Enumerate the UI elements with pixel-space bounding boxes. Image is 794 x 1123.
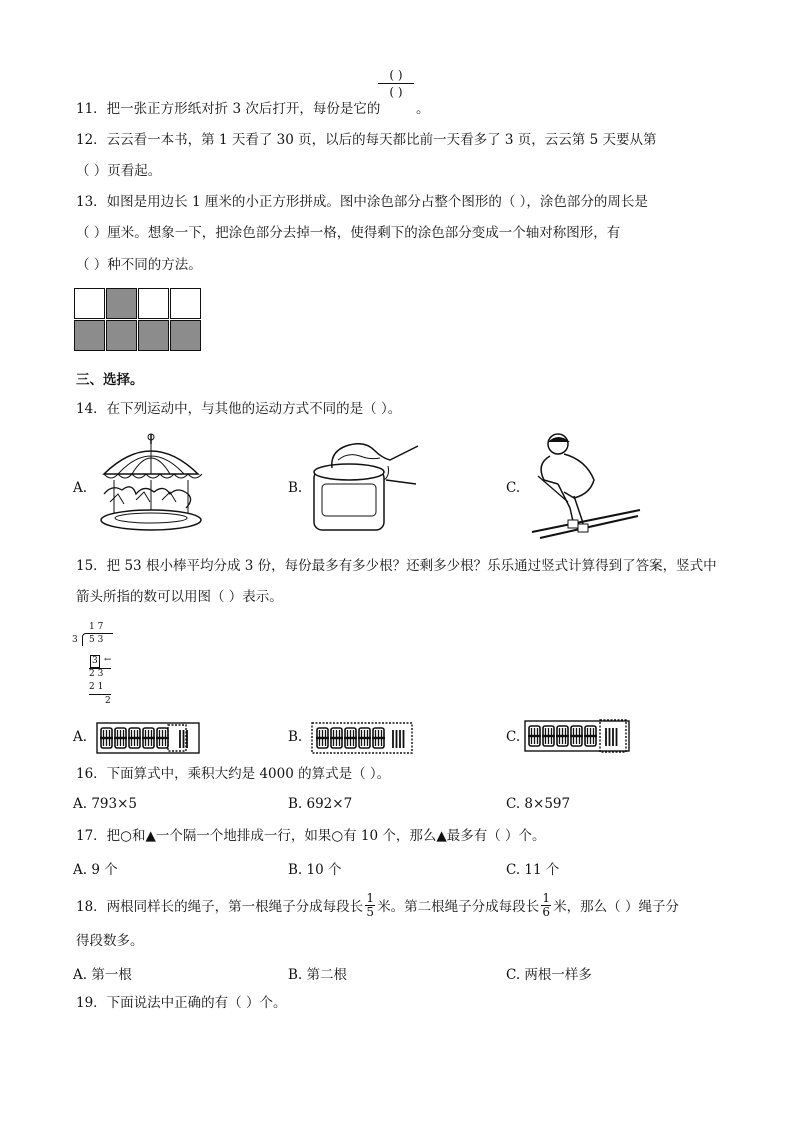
q16-option-c[interactable]: C. 8×597 <box>506 796 571 812</box>
q13-line2: （ ）厘米。想象一下，把涂色部分去掉一格，使得剩下的涂色部分变成一个轴对称图形，有 <box>76 225 621 241</box>
q19-stem: 19．下面说法中正确的有（ ）个。 <box>76 995 287 1011</box>
q16-option-b[interactable]: B. 692×7 <box>288 796 353 812</box>
stick-bundle <box>156 728 169 748</box>
q14-option-a[interactable]: A. <box>73 480 88 496</box>
stick-bundles-a-icon <box>96 722 200 754</box>
stick-bundle <box>316 728 329 748</box>
q16-option-a[interactable]: A. 793×5 <box>73 796 137 812</box>
stick-bundle <box>100 728 113 748</box>
q15-option-a[interactable]: A. <box>73 729 88 745</box>
q18-post: 米，那么（ ）绳子分 <box>553 899 679 915</box>
q15-line1: 15．把 53 根小棒平均分成 3 份，每份最多有多少根？还剩多少根？乐乐通过竖式计算得到了答案，竖式中 <box>76 558 717 574</box>
stick-bundle <box>344 728 357 748</box>
division-quotient: 1 7 <box>89 622 104 632</box>
stick-bundle <box>358 728 371 748</box>
division-dividend: 5 3 <box>89 635 104 645</box>
q11-denominator: ( ) <box>389 85 403 99</box>
division-arrow: ← <box>104 655 112 665</box>
blank-square <box>170 288 201 319</box>
shaded-square <box>74 320 105 351</box>
q18-fraction2: $\frac{1}{6}$ <box>542 891 550 919</box>
shaded-square <box>106 288 137 319</box>
q11-numerator: ( ) <box>389 68 403 82</box>
division-row2: 2 1 <box>89 682 104 692</box>
q14-option-c[interactable]: C. <box>506 480 521 496</box>
stick-bundles-b-icon <box>311 722 413 754</box>
q16-stem: 16．下面算式中，乘积大约是 4000 的算式是（ ）。 <box>76 766 391 782</box>
q11-text: 11．把一张正方形纸对折 3 次后打开，每份是它的 <box>76 101 381 117</box>
stick-bundles-c-icon <box>524 718 630 754</box>
q12-line1: 12．云云看一本书，第 1 天看了 30 页，以后的每天都比前一天看多了 3 页，云云第 5 天要从第 <box>76 132 657 148</box>
stick-bundle <box>528 726 541 746</box>
stick-bundle <box>570 726 583 746</box>
q18-fraction1: $\frac{1}{5}$ <box>366 891 374 919</box>
q13-line3: （ ）种不同的方法。 <box>76 257 202 273</box>
q14-option-b[interactable]: B. <box>288 480 303 496</box>
skier-icon <box>528 428 644 540</box>
carousel-icon <box>96 432 206 537</box>
stick-bundle <box>372 728 385 748</box>
division-row1: 2 3 <box>89 669 104 679</box>
q18-option-b[interactable]: B. 第二根 <box>288 967 348 983</box>
blank-square <box>138 288 169 319</box>
shaded-square <box>170 320 201 351</box>
stick-bundle <box>556 726 569 746</box>
q18-option-c[interactable]: C. 两根一样多 <box>506 967 592 983</box>
stick-bundle <box>142 728 155 748</box>
q18-line1 <box>76 891 679 921</box>
q17-option-b[interactable]: B. 10 个 <box>288 862 342 878</box>
q18-mid: 米。第二根绳子分成每段长 <box>377 899 540 915</box>
section-title: 三、选择。 <box>76 372 144 388</box>
q15-long-division <box>72 622 132 712</box>
q14-stem: 14．在下列运动中，与其他的运动方式不同的是（ ）。 <box>76 401 402 417</box>
shaded-square <box>106 320 137 351</box>
division-divisor: 3 <box>72 635 78 645</box>
q17-stem: 17．把○和▲一个隔一个地排成一行，如果○有 10 个，那么▲最多有（ ）个。 <box>76 828 546 844</box>
shaded-square <box>138 320 169 351</box>
q15-option-b[interactable]: B. <box>288 729 303 745</box>
q12-line2: （ ）页看起。 <box>76 163 162 179</box>
q17-option-a[interactable]: A. 9 个 <box>73 862 118 878</box>
q15-option-c[interactable]: C. <box>506 729 521 745</box>
stamp-icon <box>308 434 420 534</box>
q13-line1: 13．如图是用边长 1 厘米的小正方形拼成。图中涂色部分占整个图形的（ ），涂色部分的周长是 <box>76 194 648 210</box>
division-boxed-digit: 3 <box>92 656 98 666</box>
stick-bundle <box>584 726 597 746</box>
division-remainder: 2 <box>105 696 111 706</box>
q15-line2: 箭头所指的数可以用图（ ）表示。 <box>76 589 283 605</box>
q11-fraction-blank <box>378 68 414 99</box>
q11-end: 。 <box>416 101 430 117</box>
stick-bundle <box>114 728 127 748</box>
q18-option-a[interactable]: A. 第一根 <box>73 967 132 983</box>
blank-square <box>74 288 105 319</box>
q18-line2: 得段数多。 <box>76 933 144 949</box>
stick-bundle <box>542 726 555 746</box>
division-line2 <box>89 694 111 695</box>
stick-bundle <box>128 728 141 748</box>
q18-pre: 18．两根同样长的绳子，第一根绳子分成每段长 <box>76 899 364 915</box>
q17-option-c[interactable]: C. 11 个 <box>506 862 560 878</box>
stick-bundle <box>330 728 343 748</box>
